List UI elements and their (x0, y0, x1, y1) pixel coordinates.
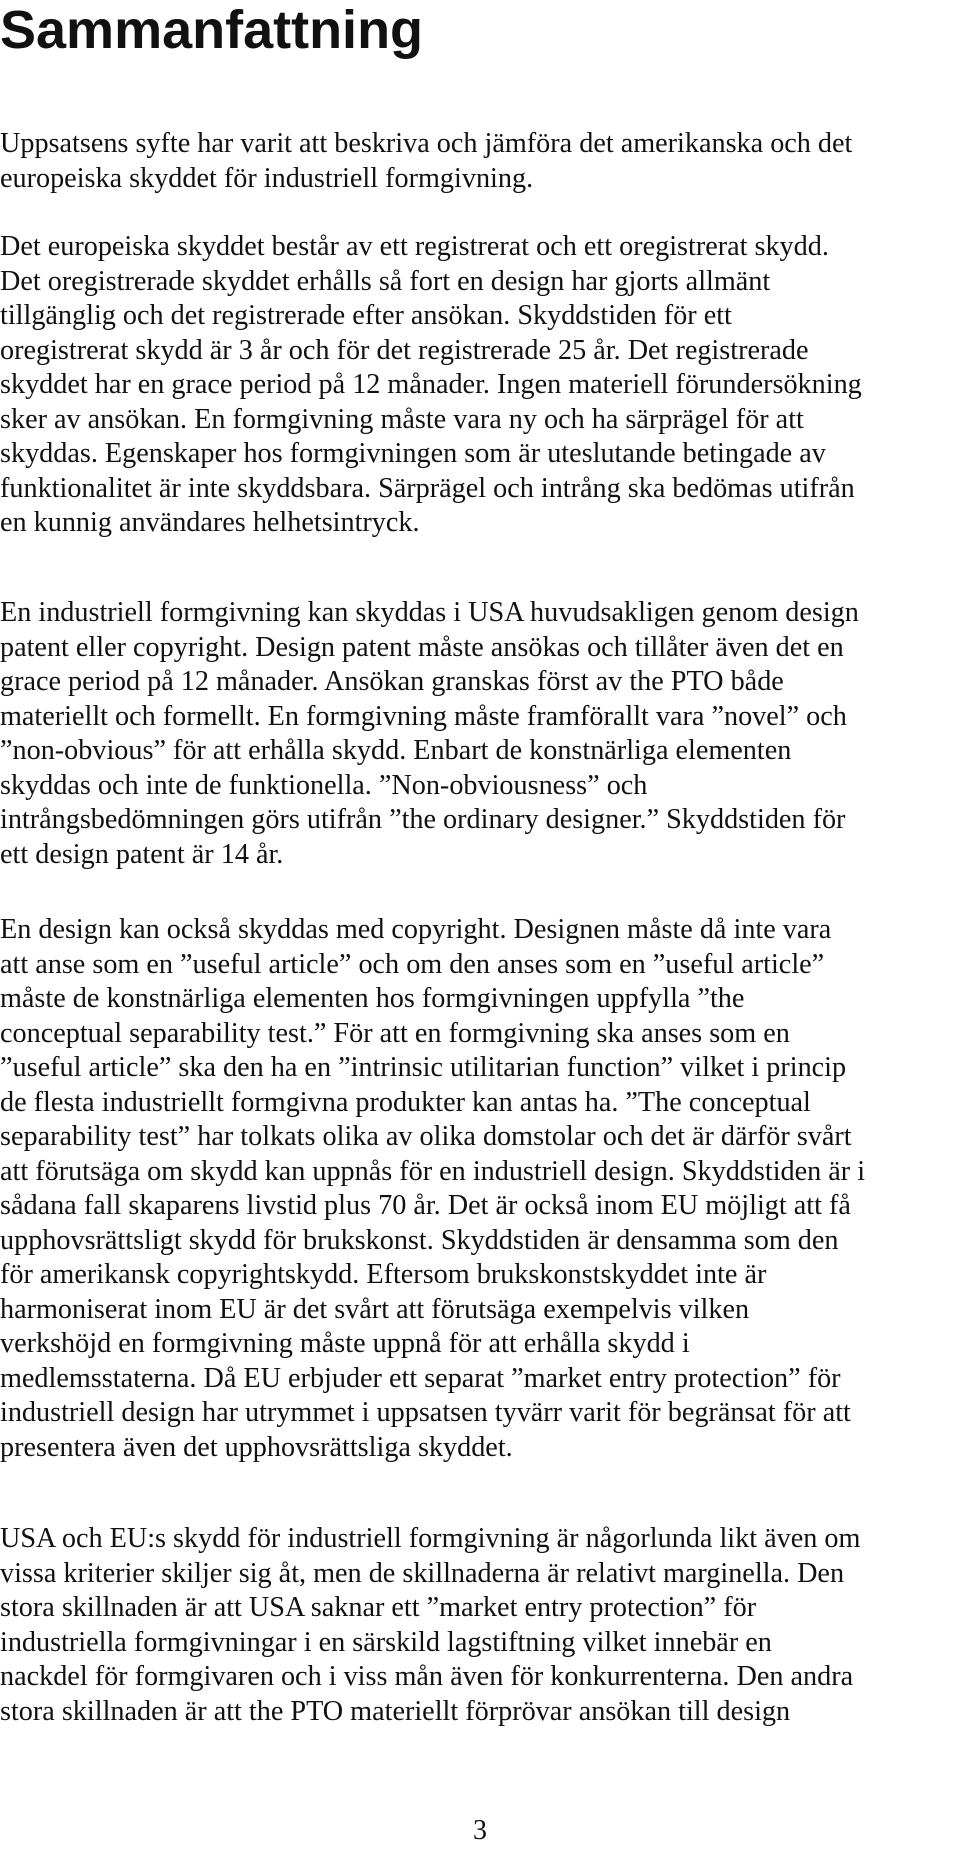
text-line: presentera även det upphovsrättsliga skyddet. (0, 1431, 513, 1463)
text-line: stora skillnaden är att USA saknar ett ”market entry protection” för (0, 1592, 757, 1623)
text-line: Uppsatsens syfte har varit att beskriva och jämföra det amerikanska och det (0, 128, 853, 159)
text-line: stora skillnaden är att the PTO materiellt förprövar ansökan till design (0, 1695, 791, 1727)
text-line: sådana fall skaparens livstid plus 70 år. Det är också inom EU möjligt att få (0, 1190, 851, 1221)
text-line: materiellt och formellt. En formgivning måste framförallt vara ”novel” och (0, 700, 847, 732)
text-line: europeiska skyddet för industriell formgivning. (0, 162, 534, 194)
text-line: upphovsrättsligt skydd för brukskonst. Skyddstiden är densamma som den (0, 1224, 839, 1256)
text-line: för amerikansk copyrightskydd. Eftersom brukskonstskyddet inte är (0, 1259, 767, 1290)
text-line: skyddas och inte de funktionella. ”Non-obviousness” och (0, 769, 648, 801)
text-line: ”useful article” ska den ha en ”intrinsic utilitarian function” vilket i princip (0, 1052, 847, 1083)
text-line: ”non-obvious” för att erhålla skydd. Enbart de konstnärliga elementen (0, 735, 792, 766)
text-line: industriell design har utrymmet i uppsatsen tyvärr varit för begränsat för att (0, 1397, 851, 1428)
text-line: industriella formgivningar i en särskild lagstiftning vilket innebär en (0, 1626, 772, 1658)
text-line: tillgänglig och det registrerade efter ansökan. Skyddstiden för ett (0, 300, 732, 331)
text-line: måste de konstnärliga elementen hos formgivningen uppfylla ”the (0, 983, 745, 1014)
text-line: En design kan också skyddas med copyright. Designen måste då inte vara (0, 914, 832, 945)
text-line: de flesta industriellt formgivna produkter kan antas ha. ”The conceptual (0, 1086, 811, 1118)
paragraph-us-design-patent (0, 596, 960, 872)
text-line: patent eller copyright. Design patent måste ansökas och tillåter även det en (0, 631, 844, 663)
text-line: Det oregistrerade skyddet erhålls så fort en design har gjorts allmänt (0, 265, 771, 297)
paragraph-purpose (0, 127, 960, 196)
text-line: skyddas. Egenskaper hos formgivningen som är uteslutande betingade av (0, 438, 826, 469)
text-line: conceptual separability test.” För att en formgivning ska anses som en (0, 1017, 790, 1049)
text-line: skyddet har en grace period på 12 månader. Ingen materiell förundersökning (0, 369, 862, 400)
text-line: separability test” har tolkats olika av olika domstolar och det är därför svårt (0, 1121, 852, 1152)
paragraph-european-protection (0, 230, 960, 541)
text-line: sker av ansökan. En formgivning måste vara ny och ha särprägel för att (0, 403, 804, 435)
text-line: medlemsstaterna. Då EU erbjuder ett separat ”market entry protection” för (0, 1362, 841, 1394)
text-line: funktionalitet är inte skyddsbara. Särprägel och intrång ska bedömas utifrån (0, 472, 855, 504)
paragraph-copyright (0, 913, 960, 1465)
text-line: vissa kriterier skiljer sig åt, men de skillnaderna är relativt marginella. Den (0, 1557, 845, 1589)
page-heading: Sammanfattning (0, 0, 424, 60)
text-line: ett design patent är 14 år. (0, 838, 284, 870)
text-line: USA och EU:s skydd för industriell formgivning är någorlunda likt även om (0, 1523, 861, 1554)
text-line: En industriell formgivning kan skyddas i USA huvudsakligen genom design (0, 597, 859, 628)
text-line: en kunnig användares helhetsintryck. (0, 507, 420, 538)
paragraph-comparison (0, 1522, 960, 1729)
text-line: nackdel för formgivaren och i viss mån även för konkurrenterna. Den andra (0, 1661, 854, 1692)
text-line: verkshöjd en formgivning måste uppnå för att erhålla skydd i (0, 1328, 690, 1359)
text-line: att anse som en ”useful article” och om den anses som en ”useful article” (0, 948, 825, 980)
text-line: intrångsbedömningen görs utifrån ”the ordinary designer.” Skyddstiden för (0, 804, 846, 835)
page-number: 3 (473, 1815, 487, 1846)
text-line: oregistrerat skydd är 3 år och för det registrerade 25 år. Det registrerade (0, 334, 809, 366)
text-line: Det europeiska skyddet består av ett registrerat och ett oregistrerat skydd. (0, 231, 829, 262)
text-line: harmoniserat inom EU är det svårt att förutsäga exempelvis vilken (0, 1293, 750, 1325)
text-line: grace period på 12 månader. Ansökan granskas först av the PTO både (0, 666, 784, 697)
text-line: att förutsäga om skydd kan uppnås för en industriell design. Skyddstiden är i (0, 1155, 866, 1187)
